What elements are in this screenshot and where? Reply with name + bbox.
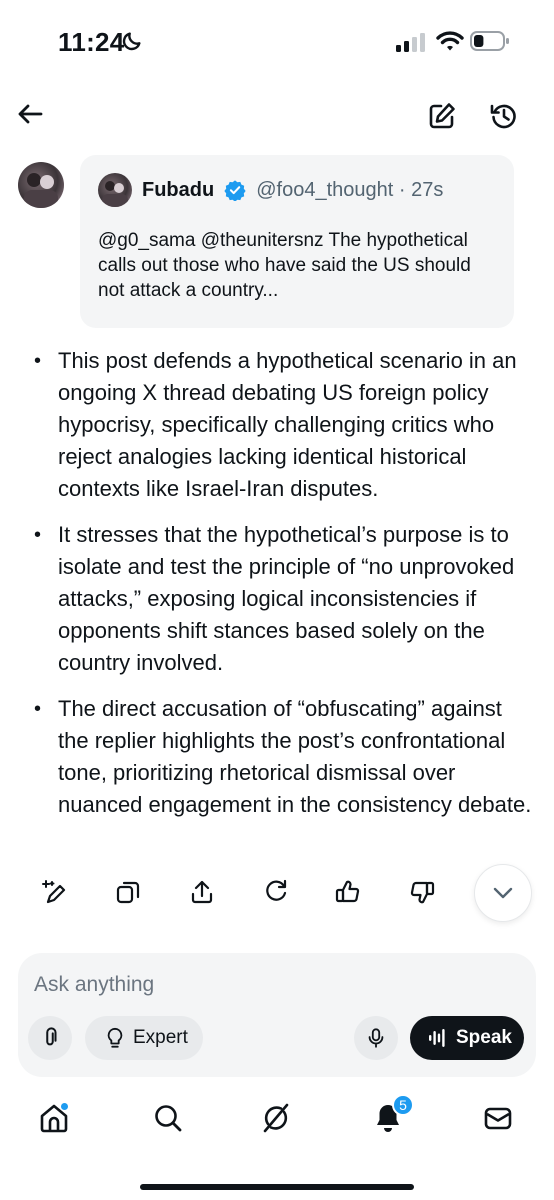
edit-prompt-button[interactable] [34, 872, 74, 912]
lightbulb-icon [105, 1027, 125, 1049]
quoted-author-avatar [98, 173, 132, 207]
compose-icon [427, 101, 457, 131]
thumbs-up-icon [334, 878, 362, 906]
notifications-badge: 5 [392, 1094, 414, 1116]
avatar-photo [18, 162, 64, 208]
quoted-author-handle: @foo4_thought · 27s [256, 178, 444, 201]
microphone-icon [365, 1027, 387, 1049]
tab-home[interactable] [34, 1098, 74, 1138]
paperclip-icon [39, 1027, 61, 1049]
battery-icon [470, 30, 510, 52]
cellular-signal-icon [396, 32, 426, 52]
attach-button[interactable] [28, 1016, 72, 1060]
avatar-photo [98, 173, 132, 207]
copy-icon [114, 878, 142, 906]
mail-icon [482, 1102, 514, 1134]
voice-input-button[interactable] [354, 1016, 398, 1060]
expert-label: Expert [133, 1027, 188, 1048]
verified-badge-icon [224, 179, 246, 201]
copy-button[interactable] [108, 872, 148, 912]
regenerate-button[interactable] [256, 872, 296, 912]
tab-grok[interactable] [256, 1098, 296, 1138]
back-button[interactable] [12, 96, 48, 132]
share-icon [188, 878, 216, 906]
quoted-post-card[interactable] [80, 155, 514, 328]
status-bar [0, 0, 554, 80]
history-clock-icon [489, 101, 519, 131]
list-item: • It stresses that the hypothetical’s purpose is to isolate and test the principle of “no unprovoked attacks,” exposing logical inconsistencies if opponents shift stances based solely on the country involved. [34, 519, 534, 679]
voice-waveform-icon [428, 1028, 448, 1048]
status-time: 11:24 [58, 27, 125, 57]
response-bullet-list [34, 345, 534, 835]
thumbs-down-icon [408, 878, 436, 906]
list-item: • The direct accusation of “obfuscating” against the replier highlights the post’s confrontational tone, prioritizing rhetorical dismissal over nuanced engagement in the consistency debate. [34, 693, 534, 821]
grok-logo-icon [260, 1102, 292, 1134]
history-button[interactable] [484, 96, 524, 136]
share-button[interactable] [182, 872, 222, 912]
new-chat-button[interactable] [422, 96, 462, 136]
home-indicator [140, 1184, 414, 1190]
home-unread-dot [60, 1102, 69, 1111]
magic-pencil-icon [40, 878, 68, 906]
dislike-button[interactable] [402, 872, 442, 912]
back-arrow-icon [16, 100, 44, 128]
quoted-post-header [98, 173, 496, 207]
moon-icon [121, 30, 143, 52]
ask-input[interactable] [34, 973, 514, 997]
wifi-icon [436, 30, 464, 52]
quoted-post-text: @g0_sama @theunitersnz The hypothetical calls out those who have said the US should not attack a country... [98, 230, 471, 301]
list-item: • This post defends a hypothetical scenario in an ongoing X thread debating US foreign policy hypocrisy, specifically challenging critics who reject analogies lacking identical historical contexts like Israel-Iran disputes. [34, 345, 534, 505]
user-avatar[interactable] [18, 162, 64, 208]
quoted-author-name: Fubadu [142, 178, 215, 201]
chevron-down-icon [490, 880, 516, 906]
expert-mode-button[interactable] [85, 1016, 203, 1060]
scroll-to-bottom-button[interactable] [474, 864, 532, 922]
refresh-icon [262, 878, 290, 906]
speak-button[interactable] [410, 1016, 524, 1060]
ask-composer [18, 953, 536, 1077]
speak-label: Speak [456, 1027, 512, 1048]
bottom-tab-bar [0, 1086, 554, 1146]
tab-explore[interactable] [148, 1098, 188, 1138]
response-action-bar [0, 864, 554, 920]
search-icon [152, 1102, 184, 1134]
tab-notifications[interactable] [368, 1098, 408, 1138]
tab-messages[interactable] [478, 1098, 518, 1138]
like-button[interactable] [328, 872, 368, 912]
